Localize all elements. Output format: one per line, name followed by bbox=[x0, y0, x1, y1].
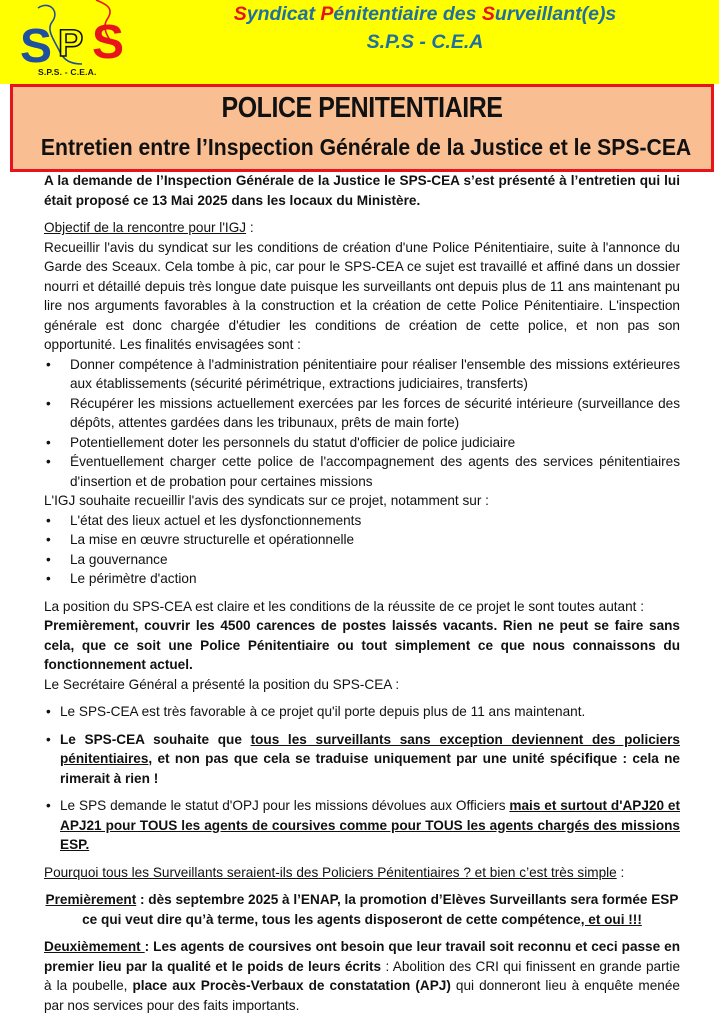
list-item: • La gouvernance bbox=[44, 550, 680, 570]
intro-paragraph: A la demande de l’Inspection Générale de la Justice le SPS-CEA s’est présenté à l’entretien qui lui était proposé ce 13 Mai 2025 dans les locaux du Ministère. bbox=[44, 173, 680, 208]
list-item: • Récupérer les missions actuellement exercées par les forces de sécurité intérieure (surveillance des dépôts, attentes gardées dans les tribunaux, prêts de main forte) bbox=[44, 394, 680, 433]
topics-list bbox=[44, 511, 680, 589]
second-text: : Abolition des CRI qui finissent en grande partie à la poubelle, bbox=[44, 958, 680, 993]
position-intro: La position du SPS-CEA est claire et les conditions de la réussite de ce projet le sont toutes autant : bbox=[44, 598, 644, 614]
goals-list bbox=[44, 355, 680, 492]
org-initial: S bbox=[233, 3, 247, 25]
organization-name bbox=[155, 3, 695, 26]
svg-text:S: S bbox=[92, 16, 125, 69]
list-item: • Potentiellement doter les personnels du statut d'officier de police judiciaire bbox=[44, 433, 680, 453]
first-text: : dès septembre 2025 à l’ENAP, la promotion d’Elèves Surveillants sera formée ESP ce qui veut dire qu’à terme, tous les agents disposeront de cette compétence bbox=[82, 892, 679, 927]
svg-text:P: P bbox=[58, 23, 84, 65]
document-subtitle: Entretien entre l’Inspection Générale de la Justice et le SPS-CEA bbox=[40, 134, 692, 160]
title-box bbox=[10, 84, 714, 172]
objective-paragraph: Recueillir l'avis du syndicat sur les conditions de création d'une Police Pénitentiaire, suite à l'annonce du Garde des Sceaux. Cela tombe à pic, car pour le SPS-CEA ce sujet est travaillé et affiné dans un dossier nourri et détaillé depuis très longue date puisque les surveillants ont depuis plus de 11 ans maintenant pu lire nos arguments favorables à la construction et la création de cette Police Pénitentiaire. L'inspection générale est donc chargée d'étudier les conditions de création de cette police, et non pas son opportunité. Les finalités envisagées sont : bbox=[44, 239, 680, 352]
objective-heading-line bbox=[44, 218, 680, 238]
topics-intro: L'IGJ souhaite recueillir l'avis des syndicats sur ce projet, notamment sur : bbox=[44, 493, 489, 508]
point-text: souhaite que bbox=[144, 731, 251, 747]
first-tail: , et oui !!! bbox=[580, 911, 642, 927]
position-first-condition: Premièrement, couvrir les 4500 carences de postes laissés vacants. Rien ne peut se faire sans cela, que ce soit une Police Pénitentiaire ou tout simplement ce que nous connaissons du fonctionnement actuel. bbox=[44, 618, 680, 672]
point-subject: Le SPS-CEA bbox=[60, 731, 145, 747]
list-item bbox=[44, 730, 680, 789]
second-label: Deuxièmement bbox=[44, 939, 145, 954]
list-item: • Donner compétence à l'administration pénitentiaire pour réaliser l'ensemble des missions extérieures aux établissements (sécurité périmétrique, extractions judiciaires, transferts) bbox=[44, 355, 680, 394]
document-body bbox=[44, 171, 680, 1015]
heading-suffix: : bbox=[246, 220, 254, 235]
sps-logo bbox=[10, 0, 135, 82]
point-text: , et non pas que cela se traduise uniquement par une unité spécifique : cela ne rimerait à rien ! bbox=[60, 751, 680, 786]
document-title: POLICE PENITENTIAIRE bbox=[221, 92, 503, 124]
why-second-paragraph bbox=[44, 937, 680, 1015]
sg-intro: Le Secrétaire Général a présenté la position du SPS-CEA : bbox=[44, 676, 400, 692]
sps-logo-icon bbox=[10, 0, 135, 70]
list-item: • Éventuellement charger cette police de l'accompagnement des agents des services pénitentiaires d'insertion et de probation pour certaines missions bbox=[44, 452, 680, 491]
second-text-2: qui donneront lieu à enquête menée par nos services pour des faits importants. bbox=[44, 978, 680, 1013]
list-item bbox=[44, 796, 680, 855]
point-emphasis: tous les surveillants sans exception deviennent des policiers pénitentiaires bbox=[60, 731, 680, 766]
list-item: • La mise en œuvre structurelle et opérationnelle bbox=[44, 530, 680, 550]
list-item: • Le SPS-CEA est très favorable à ce projet qu'il porte depuis plus de 11 ans maintenant. bbox=[44, 702, 680, 722]
point-emphasis: mais et surtout d'APJ20 et APJ21 pour TOUS les agents de coursives comme pour TOUS les agents chargés des missions ESP. bbox=[60, 798, 680, 852]
list-item: • Le périmètre d'action bbox=[44, 569, 680, 589]
org-initial: P bbox=[320, 3, 334, 25]
org-word: yndicat bbox=[246, 3, 321, 25]
position-points bbox=[44, 702, 680, 855]
objective-heading: Objectif de la rencontre pour l'IGJ bbox=[44, 220, 247, 235]
why-question: Pourquoi tous les Surveillants seraient-ils des Policiers Pénitentiaires ? et bien c’est très simple bbox=[44, 864, 617, 880]
why-question-line bbox=[44, 863, 680, 883]
first-label: Premièrement bbox=[45, 892, 137, 907]
svg-text:S: S bbox=[20, 20, 53, 70]
question-suffix: : bbox=[616, 864, 625, 880]
point-text: Le SPS demande le statut d'OPJ pour les missions dévolues aux Officiers bbox=[60, 798, 510, 813]
header-band bbox=[0, 0, 719, 84]
why-first-paragraph bbox=[44, 890, 680, 929]
org-word: urveillant(e)s bbox=[494, 3, 617, 25]
org-word: énitentiaire des bbox=[333, 3, 482, 25]
second-bold-2: place aux Procès-Verbaux de constatation (APJ) bbox=[132, 978, 451, 993]
logo-caption: S.P.S. - C.E.A. bbox=[38, 67, 97, 77]
second-bold: : Les agents de coursives ont besoin que leur travail soit reconnu et ceci passe en premier lieu par la qualité et le poids de leurs écrits bbox=[44, 939, 681, 974]
org-initial: S bbox=[481, 3, 495, 25]
list-item: • L'état des lieux actuel et les dysfonctionnements bbox=[44, 511, 680, 531]
organization-abbreviation: S.P.S - C.E.A bbox=[366, 31, 484, 53]
